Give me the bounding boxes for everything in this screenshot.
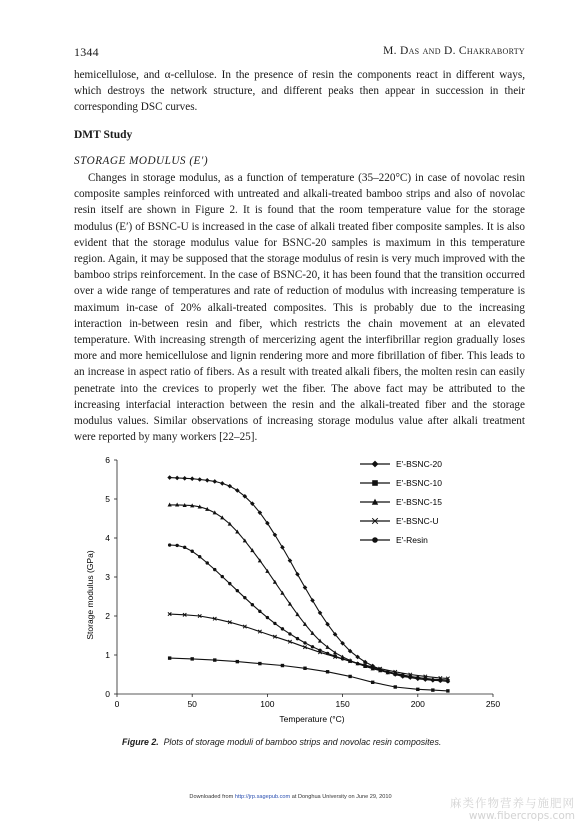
series-line [170, 478, 448, 681]
data-point [401, 673, 404, 676]
data-point [213, 658, 216, 661]
figure-caption [122, 737, 441, 747]
data-point [394, 672, 397, 675]
data-point [183, 546, 186, 549]
data-point [288, 632, 291, 635]
data-point [205, 478, 210, 483]
y-tick-label: 6 [105, 455, 110, 465]
data-point [258, 662, 261, 665]
series-4 [168, 543, 450, 683]
x-tick-label: 0 [114, 699, 120, 709]
data-point [295, 572, 300, 577]
page-number: 1344 [74, 45, 99, 59]
data-point [197, 477, 202, 482]
download-suffix: at Donghua University on June 29, 2010 [290, 794, 392, 800]
legend-marker [372, 537, 378, 543]
storage-modulus-chart [70, 450, 520, 735]
legend-entry [360, 497, 442, 507]
data-point [311, 645, 314, 648]
watermark-line-2: www.fibercrops.com [468, 810, 575, 822]
data-point [303, 641, 306, 644]
x-axis-label: Temperature (°C) [279, 714, 345, 724]
data-point [333, 654, 336, 657]
data-point [258, 610, 261, 613]
data-point [266, 616, 269, 619]
legend-entry [360, 516, 439, 526]
data-point [326, 652, 329, 655]
data-point [446, 680, 449, 683]
data-point [281, 664, 284, 667]
series-2 [168, 503, 450, 682]
y-tick-label: 0 [105, 689, 110, 699]
data-point [303, 585, 308, 590]
y-tick-label: 3 [105, 572, 110, 582]
data-point [221, 575, 224, 578]
data-point [310, 598, 315, 603]
data-point [236, 589, 239, 592]
subsection-heading: STORAGE MODULUS (E′) [74, 155, 209, 167]
data-point [168, 543, 171, 546]
data-point [175, 476, 180, 481]
data-point [175, 544, 178, 547]
x-tick-label: 150 [335, 699, 350, 709]
legend-label: E′-BSNC-15 [396, 497, 442, 507]
data-point [243, 596, 246, 599]
download-prefix: Downloaded from [189, 794, 235, 800]
data-point [379, 668, 382, 671]
x-tick-label: 100 [260, 699, 275, 709]
data-point [212, 479, 217, 484]
series-line [170, 545, 448, 682]
paragraph-1: hemicellulose, and α-cellulose. In the presence of resin the components react in different ways, which destroys the network structure, and different peaks then appear in succession in their corresponding DSC curves. [74, 69, 525, 114]
y-tick-label: 1 [105, 650, 110, 660]
figure-caption-label: Figure 2. [122, 737, 159, 747]
data-point [213, 568, 216, 571]
data-point [236, 660, 239, 663]
data-point [348, 675, 351, 678]
data-point [228, 484, 233, 489]
figure-2 [70, 450, 520, 735]
data-point [394, 685, 397, 688]
legend-label: E′-BSNC-20 [396, 459, 442, 469]
section-heading: DMT Study [74, 129, 133, 141]
series-line [170, 505, 448, 680]
data-point [341, 657, 344, 660]
data-point [356, 662, 359, 665]
legend-entry [360, 535, 428, 545]
download-link[interactable]: http://jrp.sagepub.com [234, 794, 291, 800]
data-point [220, 515, 224, 519]
figure-caption-text: Plots of storage moduli of bamboo strips and novolac resin composites. [163, 737, 442, 747]
legend-marker [372, 461, 379, 468]
watermark-line-1: 麻类作物营养与施肥网 [450, 796, 575, 810]
data-point [371, 666, 374, 669]
data-point [424, 677, 427, 680]
data-point [303, 667, 306, 670]
data-point [168, 656, 171, 659]
running-head: M. Das and D. Chakraborty [383, 45, 525, 57]
data-point [326, 670, 329, 673]
legend-marker [372, 480, 378, 486]
data-point [191, 657, 194, 660]
data-point [409, 675, 412, 678]
legend-entry [360, 459, 442, 469]
legend-label: E′-BSNC-U [396, 516, 439, 526]
data-point [228, 582, 231, 585]
x-tick-label: 50 [187, 699, 197, 709]
legend-label: E′-BSNC-10 [396, 478, 442, 488]
y-tick-label: 2 [105, 611, 110, 621]
data-point [416, 688, 419, 691]
series-3 [168, 612, 450, 680]
data-point [288, 558, 293, 563]
data-point [386, 670, 389, 673]
data-point [190, 476, 195, 481]
data-point [371, 681, 374, 684]
legend-entry [360, 478, 442, 488]
data-point [220, 481, 225, 486]
data-point [296, 637, 299, 640]
data-point [182, 476, 187, 481]
paragraph-2: Changes in storage modulus, as a function of temperature (35–220°C) in case of novolac resin composite samples reinforced with untreated and alkali-treated bamboo strips and also of novolac resin itself are shown in Figure 2. It is found that the room temperature value for the storage modulus (E′) of BSNC-U is increased in the case of alkali treated fiber composite samples. It is also evident that the storage modulus value for BSNC-20 samples is maximum in this temperature region. Again, it may be supposed that the storage modulus of resin is very much improved with the bamboo strips reinforcement. In the case of BSNC-20, it has been found that the transition occurred over a wide range of temperatures and rate of reduction of modulus with increasing temperature is maximum in-case of 20% alkali-treated composites. This is probably due to the increasing interaction in-between resin and fiber, which restricts the chain movement at an elevated temperature. With increasing strength of mercerizing agent the interfibrillar region gradually loses more and more hemicellulose and lignin rendering more and more fibrillation of fiber. This leads to an increase in aspect ratio of fibers. As a result with treated alkali fibers, the molten resin can easily penetrate into the crevices to properly wet the fiber. The above fact may be attributed to the increasing interfacial interaction between the resin and the alkali-treated fiber and the storage modulus values. Similar observations of increasing storage modulus value after alkali treatment were reported by many workers [22–25]. [74, 172, 525, 444]
data-point [251, 603, 254, 606]
data-point [446, 689, 449, 692]
data-point [363, 664, 366, 667]
legend-label: E′-Resin [396, 535, 428, 545]
data-point [348, 660, 351, 663]
watermark [450, 797, 575, 823]
data-point [281, 627, 284, 630]
data-point [273, 622, 276, 625]
data-point [439, 679, 442, 682]
data-point [198, 555, 201, 558]
y-tick-label: 5 [105, 494, 110, 504]
data-point [318, 649, 321, 652]
series-line [170, 658, 448, 691]
data-point [431, 688, 434, 691]
data-point [206, 561, 209, 564]
data-point [167, 475, 172, 480]
y-tick-label: 4 [105, 533, 110, 543]
data-point [416, 676, 419, 679]
x-tick-label: 250 [485, 699, 501, 709]
data-point [191, 550, 194, 553]
data-point [431, 678, 434, 681]
y-axis-label: Storage modulus (GPa) [85, 550, 95, 640]
x-tick-label: 200 [410, 699, 425, 709]
